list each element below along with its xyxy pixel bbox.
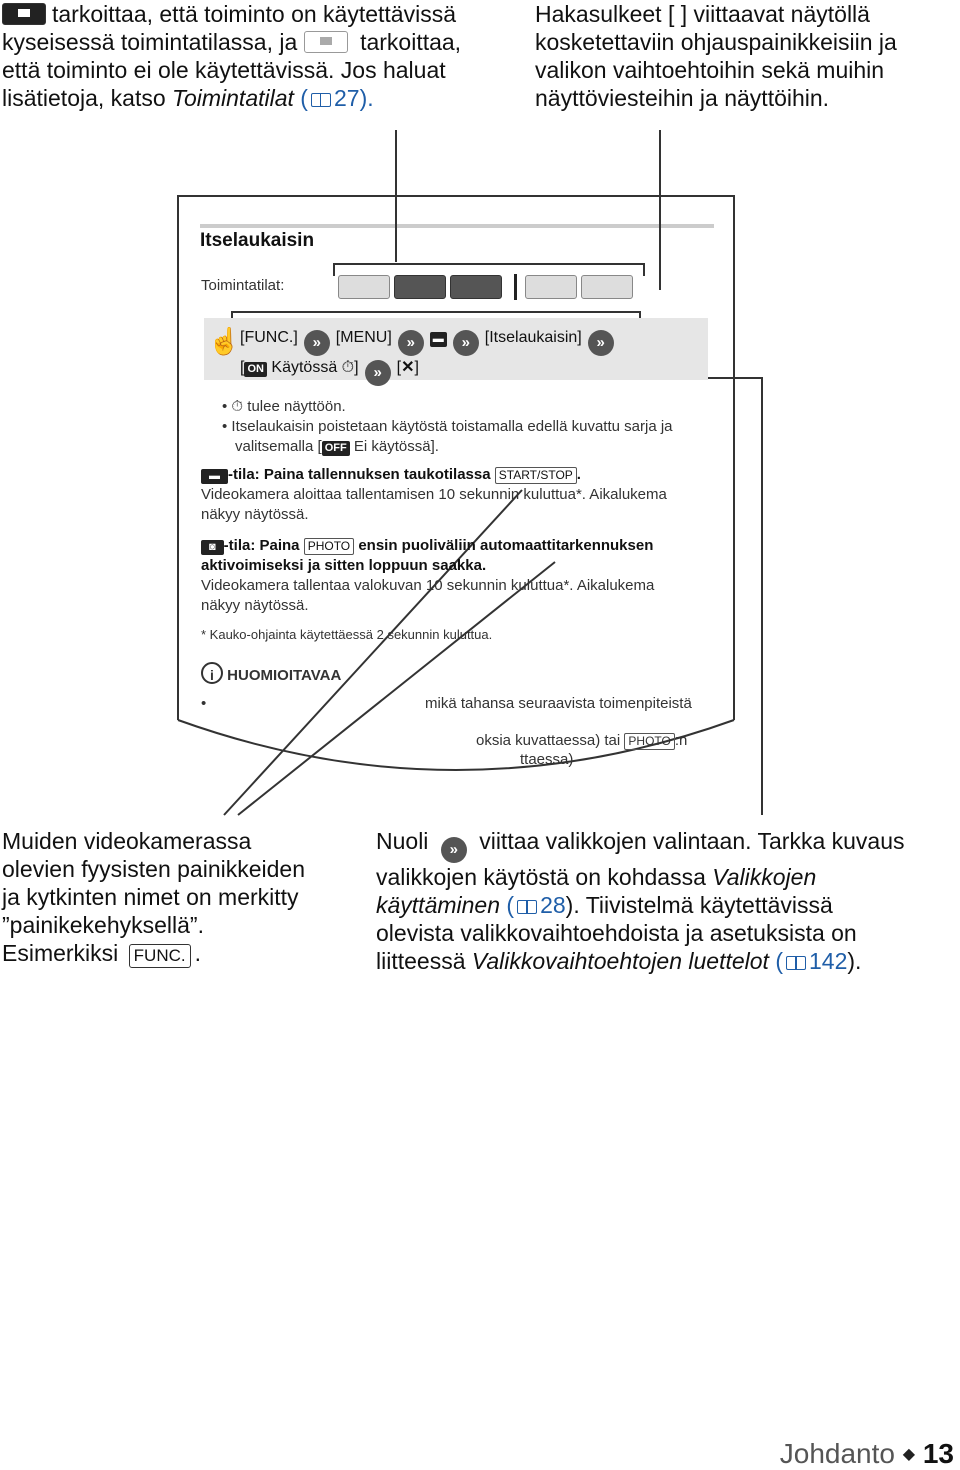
arrow-icon: » (365, 360, 391, 386)
page-ref-27[interactable]: 27 (333, 85, 360, 111)
arrow-icon: » (398, 330, 424, 356)
menu-tab-icon: ▬ (430, 332, 447, 347)
page-ref-142[interactable]: 142 (809, 948, 848, 974)
mode-photo-icon (450, 275, 502, 299)
page-ref-28[interactable]: 28 (540, 892, 566, 918)
mode-video-icon (394, 275, 446, 299)
mode-auto-icon (338, 275, 390, 299)
book-icon (786, 956, 806, 970)
video-mode-icon: ▬ (201, 469, 228, 484)
arrow-icon: » (588, 330, 614, 356)
timer-icon: ⏱ (231, 398, 244, 415)
photo-mode-icon: ◙ (201, 540, 224, 555)
func-button-frame: FUNC. (129, 944, 191, 968)
excerpt-title: Itselaukaisin (200, 230, 315, 251)
note-bullet-3: ttaessa) (520, 751, 574, 768)
mode-playback-video-icon (525, 275, 577, 299)
info-icon: i (201, 662, 223, 684)
diamond-icon: ◆ (902, 1446, 916, 1463)
link-kayttaminen[interactable]: käyttäminen (376, 892, 501, 918)
mode-icons (338, 274, 637, 300)
link-valikkovaihtoehtojen-luettelot[interactable]: Valikkovaihtoehtojen luettelot (471, 948, 769, 974)
mode-playback-photo-icon (581, 275, 633, 299)
arrow-icon: » (453, 330, 479, 356)
top-right-text: Hakasulkeet [ ] viittaavat näytöllä kosketettaviin ohjauspainikkeisiin ja valikon vaihtoehtoihin sekä muihin näyttöviesteihin ja näyttöihin. (535, 1, 897, 111)
bottom-left-text: Muiden videokamerassa olevien fyysisten painikkeiden ja kytkinten nimet on merkitty ”painikekehyksellä”. Esimerkiksi FUNC. . (2, 828, 306, 966)
book-icon (517, 900, 537, 914)
touch-hand-icon: ☝ (208, 326, 241, 356)
footnote: * Kauko-ohjainta käytettäessä 2 sekunnin kuluttua. (201, 627, 493, 642)
link-valikkojen-kayttaminen[interactable]: Valikkojen (712, 864, 817, 890)
note-bullet-1: • mikä tahansa seuraavista toimenpiteistä (201, 695, 692, 712)
func-sequence: [FUNC.] » [MENU] » ▬ » [Itselaukaisin] » [ ON Käytössä ⏱] » [✕] (240, 326, 620, 386)
bullet-list: • ⏱ tulee näyttöön. • Itselaukaisin poistetaan käytöstä toistamalla edellä kuvattu sarja ja valitsemalla [ OFF Ei käytössä]. (222, 398, 673, 455)
page-number: 13 (922, 1438, 954, 1469)
note-heading: i HUOMIOITAVAA (201, 662, 341, 684)
modes-label: Toimintatilat: (201, 277, 285, 294)
page-footer (780, 1438, 954, 1470)
arrow-icon: » (304, 330, 330, 356)
close-icon: ✕ (401, 359, 415, 376)
link-toimintatilat[interactable]: Toimintatilat (172, 85, 294, 111)
section-name: Johdanto (779, 1438, 895, 1469)
timer-icon: ⏱ (341, 359, 355, 376)
top-left-text: tarkoittaa, että toiminto on käytettävissä kyseisessä toimintatilassa, ja tarkoittaa, että toiminto ei ole käytettävissä. Jos haluat lisätietoja, katso Toimintatilat ( 27). (2, 1, 462, 111)
photo-mode-section: ◙ -tila: Paina PHOTO ensin puoliväliin automaattitarkennuksen aktivoimiseksi ja sitten loppuun saakka. Videokamera tallentaa valokuvan 10 sekunnin kuluttua*. Aikalukema näkyy näytössä. (201, 537, 655, 614)
note-bullet-2: oksia kuvattaessa) tai PHOTO :n (476, 732, 688, 749)
arrow-icon: » (441, 837, 467, 863)
bottom-right-text: Nuoli » viittaa valikkojen valintaan. Tarkka kuvaus valikkojen käytöstä on kohdassa Valikkojen käyttäminen ( 28). Tiivistelmä käytettävissä olevista valikkovaihtoehdoista ja asetuksista on liitteessä Valikkovaihtoehtojen luettelot ( 142). (376, 828, 905, 974)
video-mode-section: ▬ -tila: Paina tallennuksen taukotilassa START/STOP . Videokamera aloittaa tallentamisen 10 sekunnin kuluttua*. Aikalukema näkyy näytössä. (201, 466, 667, 523)
